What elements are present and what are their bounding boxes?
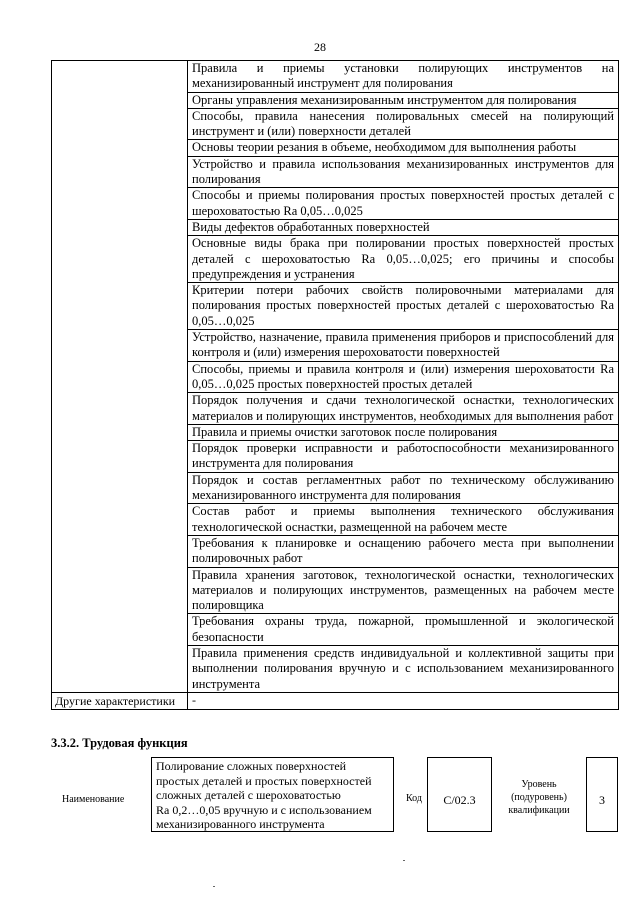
knowledge-item: Критерии потери рабочих свойств полировочными материалами для полирования простых поверхностей простых деталей с шероховатостью Ra 0,05…0,025 bbox=[188, 283, 619, 330]
knowledge-item: Порядок получения и сдачи технологической оснастки, технологических материалов и полирующих инструментов, необходимых для выполнения работ bbox=[188, 393, 619, 425]
knowledge-item: Правила хранения заготовок, технологической оснастки, технологических материалов и полирующих инструментов, размещенных на рабочем месте полировщика bbox=[188, 567, 619, 614]
knowledge-item: Правила и приемы установки полирующих инструментов на механизированный инструмент для полирования bbox=[188, 61, 619, 93]
knowledge-item: Требования к планировке и оснащению рабочего места при выполнении полировочных работ bbox=[188, 535, 619, 567]
knowledge-item: Порядок проверки исправности и работоспособности механизированного инструмента для полирования bbox=[188, 441, 619, 473]
knowledge-item: Состав работ и приемы выполнения технического обслуживания технологической оснастки, размещенной на рабочем месте bbox=[188, 504, 619, 536]
knowledge-item: Устройство, назначение, правила применения приборов и приспособлений для контроля и (или) измерения шероховатости поверхностей bbox=[188, 330, 619, 362]
knowledge-item: Виды дефектов обработанных поверхностей bbox=[188, 219, 619, 235]
scan-mark bbox=[403, 860, 405, 861]
other-characteristics-value: - bbox=[188, 692, 619, 709]
page-number: 28 bbox=[314, 40, 326, 54]
knowledge-item: Устройство и правила использования механизированных инструментов для полирования bbox=[188, 156, 619, 188]
knowledge-item: Требования охраны труда, пожарной, промышленной и экологической безопасности bbox=[188, 614, 619, 646]
knowledge-item: Способы и приемы полирования простых поверхностей простых деталей с шероховатостью Ra 0,05…0,025 bbox=[188, 188, 619, 220]
function-name-line: механизированного инструмента bbox=[156, 817, 325, 831]
level-label-line: (подуровень) bbox=[511, 792, 567, 803]
function-name-line: Полирование сложных поверхностей bbox=[156, 759, 347, 773]
function-name-box bbox=[151, 757, 394, 832]
section-title: 3.3.2. Трудовая функция bbox=[51, 736, 188, 750]
code-label: Код bbox=[406, 793, 422, 804]
knowledge-item: Способы, приемы и правила контроля и (или) измерения шероховатости Ra 0,05…0,025 простых поверхностей простых деталей bbox=[188, 361, 619, 393]
level-label bbox=[500, 778, 578, 817]
table-row bbox=[52, 61, 619, 93]
qualification-level: 3 bbox=[586, 757, 618, 832]
knowledge-item: Порядок и состав регламентных работ по техническому обслуживанию механизированного инструмента для полирования bbox=[188, 472, 619, 504]
function-name-line: сложных деталей с шероховатостью bbox=[156, 788, 341, 802]
knowledge-item: Способы, правила нанесения полировальных смесей на полирующий инструмент и (или) поверхности деталей bbox=[188, 108, 619, 140]
function-code: C/02.3 bbox=[427, 757, 492, 832]
knowledge-item: Правила и приемы очистки заготовок после полирования bbox=[188, 424, 619, 440]
knowledge-table-body bbox=[52, 61, 619, 710]
knowledge-label-cell bbox=[52, 61, 188, 693]
table-row-other bbox=[52, 692, 619, 709]
function-name-line: простых деталей и простых поверхностей bbox=[156, 773, 372, 788]
level-label-line: Уровень bbox=[521, 779, 557, 790]
knowledge-item: Правила применения средств индивидуальной и коллективной защиты при выполнении полирования вручную и с использованием механизированного инструмента bbox=[188, 645, 619, 692]
knowledge-item: Основы теории резания в объеме, необходимом для выполнения работы bbox=[188, 140, 619, 156]
scan-mark bbox=[213, 886, 215, 887]
knowledge-item: Основные виды брака при полировании простых поверхностей простых деталей с шероховатостью Ra 0,05…0,025; его причины и способы предупреждения и устранения bbox=[188, 236, 619, 283]
other-characteristics-label: Другие характеристики bbox=[52, 692, 188, 709]
function-name-line: Ra 0,2…0,05 вручную и с использованием bbox=[156, 802, 372, 817]
name-label: Наименование bbox=[62, 794, 125, 805]
knowledge-table bbox=[51, 60, 619, 710]
level-label-line: квалификации bbox=[508, 805, 570, 816]
knowledge-item: Органы управления механизированным инструментом для полирования bbox=[188, 92, 619, 108]
